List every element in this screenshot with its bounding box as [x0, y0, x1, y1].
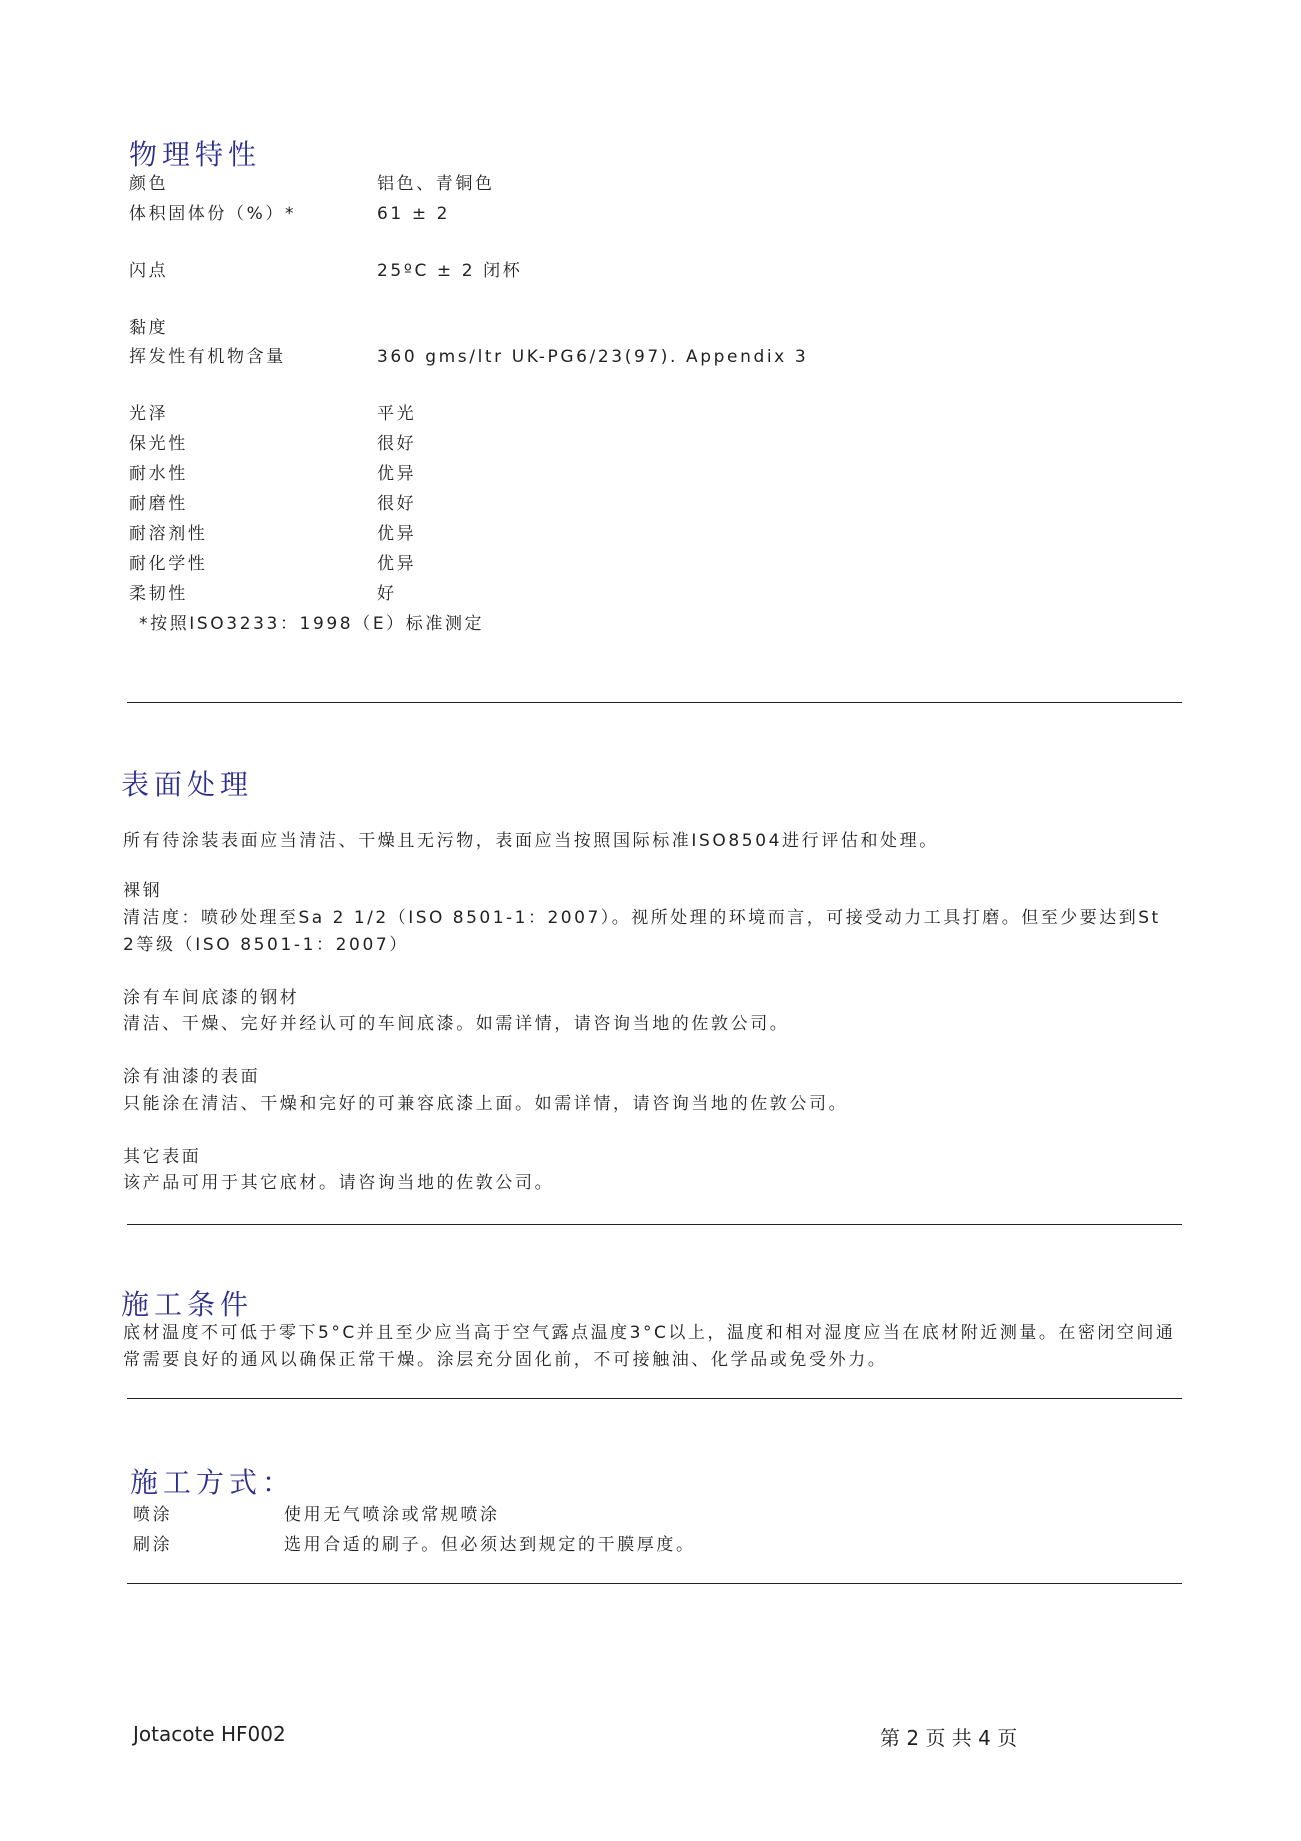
- method-label: 喷涂: [133, 1505, 173, 1525]
- application-methods-heading: 施工方式：: [130, 1466, 296, 1499]
- property-label: 颜色: [129, 174, 169, 194]
- property-label: 保光性: [129, 434, 188, 454]
- shop-primer-text: 清洁、干燥、完好并经认可的车间底漆。如需详情，请咨询当地的佐敦公司。: [123, 1014, 790, 1034]
- bare-steel-text-line1: 清洁度：喷砂处理至Sa 2 1/2（ISO 8501-1：2007）。视所处理的环境而言，可接受动力工具打磨。但至少要达到St: [123, 908, 1161, 928]
- other-surfaces-title: 其它表面: [123, 1147, 202, 1167]
- property-label: 耐水性: [129, 464, 188, 484]
- method-value: 使用无气喷涂或常规喷涂: [284, 1505, 500, 1525]
- property-value: 优异: [377, 464, 417, 484]
- property-label: 闪点: [129, 261, 169, 281]
- property-label: 体积固体份（%）*: [129, 204, 297, 224]
- coated-surface-title: 涂有油漆的表面: [123, 1067, 261, 1087]
- property-value: 很好: [377, 434, 417, 454]
- bare-steel-text-line2: 2等级（ISO 8501-1：2007）: [123, 935, 409, 955]
- shop-primer-title: 涂有车间底漆的钢材: [123, 988, 300, 1008]
- physical-properties-heading: 物理特性: [129, 138, 262, 171]
- footer-page-number: 第 2 页 共 4 页: [880, 1726, 1018, 1750]
- property-value: 很好: [377, 494, 417, 514]
- method-value: 选用合适的刷子。但必须达到规定的干膜厚度。: [284, 1535, 696, 1555]
- property-label: 耐溶剂性: [129, 524, 208, 544]
- iso-note: *按照ISO3233：1998（E）标准测定: [139, 614, 485, 634]
- property-label: 耐化学性: [129, 554, 208, 574]
- property-label: 黏度: [129, 318, 169, 338]
- property-value: 360 gms/ltr UK-PG6/23(97). Appendix 3: [377, 347, 809, 367]
- property-value: 优异: [377, 554, 417, 574]
- property-value: 61 ± 2: [377, 204, 451, 224]
- property-value: 铝色、青铜色: [377, 174, 495, 194]
- other-surfaces-text: 该产品可用于其它底材。请咨询当地的佐敦公司。: [123, 1173, 555, 1193]
- property-value: 优异: [377, 524, 417, 544]
- property-label: 光泽: [129, 404, 169, 424]
- surface-intro: 所有待涂装表面应当清洁、干燥且无污物，表面应当按照国际标准ISO8504进行评估和处理。: [123, 831, 939, 851]
- conditions-text-line2: 常需要良好的通风以确保正常干燥。涂层充分固化前，不可接触油、化学品或免受外力。: [123, 1350, 888, 1370]
- bare-steel-title: 裸钢: [123, 881, 163, 901]
- section-divider: [127, 1224, 1182, 1225]
- footer-product-name: Jotacote HF002: [133, 1722, 286, 1746]
- surface-preparation-heading: 表面处理: [121, 768, 254, 801]
- property-value: 25ºC ± 2 闭杯: [377, 261, 523, 281]
- section-divider: [127, 1398, 1182, 1399]
- method-label: 刷涂: [133, 1535, 173, 1555]
- conditions-text-line1: 底材温度不可低于零下5°C并且至少应当高于空气露点温度3°C以上，温度和相对湿度应当在底材附近测量。在密闭空间通: [123, 1323, 1176, 1343]
- section-divider: [127, 702, 1182, 703]
- section-divider: [127, 1583, 1182, 1584]
- property-label: 耐磨性: [129, 494, 188, 514]
- property-value: 好: [377, 584, 397, 604]
- property-value: 平光: [377, 404, 417, 424]
- application-conditions-heading: 施工条件: [121, 1288, 254, 1321]
- coated-surface-text: 只能涂在清洁、干燥和完好的可兼容底漆上面。如需详情，请咨询当地的佐敦公司。: [123, 1094, 849, 1114]
- property-label: 挥发性有机物含量: [129, 347, 286, 367]
- property-label: 柔韧性: [129, 584, 188, 604]
